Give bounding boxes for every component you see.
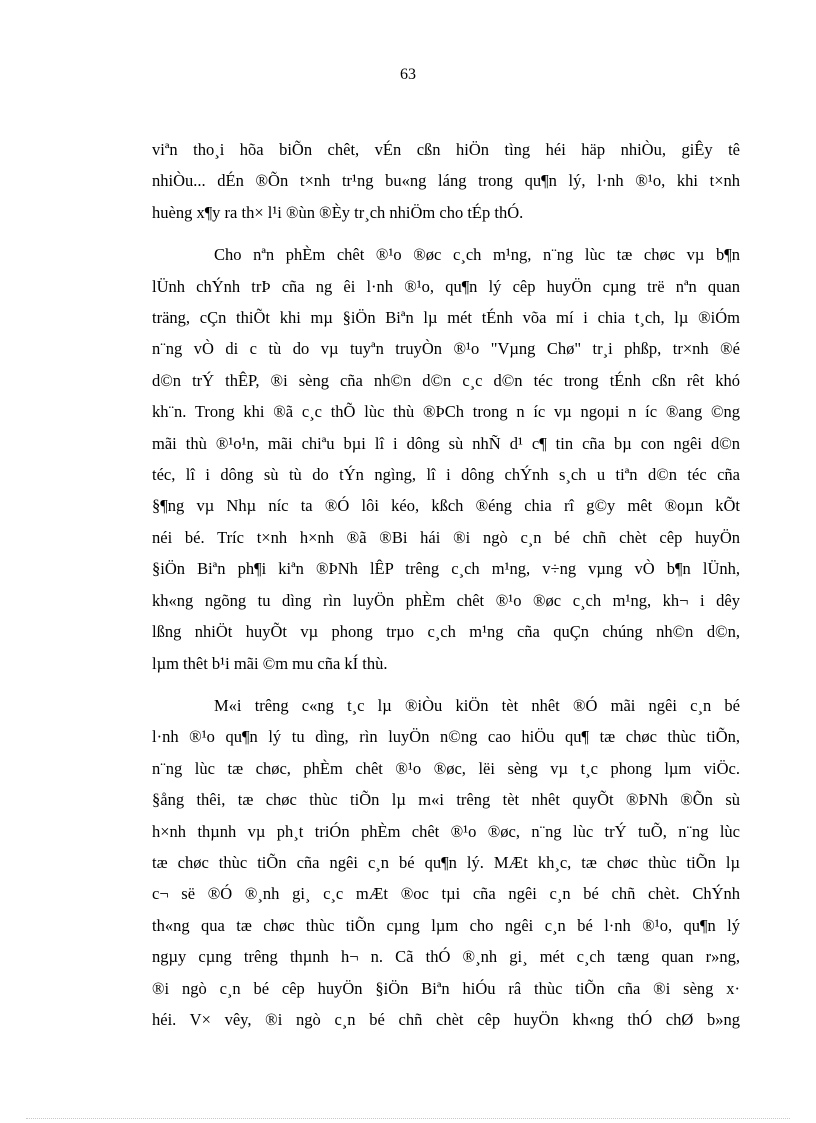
text-line: mãi thù ®¹o¹n, mãi chiªu bµi lî i dông sù nhÑ d¹ c¶ tin cña bµ con ngêi d©n: [152, 433, 740, 453]
text-line: n¨ng lùc tæ chøc, phÈm chêt ®¹o ®øc, lëi sèng vµ t¸c phong lµm viÖc.: [152, 758, 740, 778]
text-line: huèng x¶y ra th× l¹i ®ùn ®Èy tr¸ch nhiÖm cho tÉp thÓ.: [152, 202, 524, 222]
text-line: M«i trêng c«ng t¸c lµ ®iÒu kiÖn tèt nhêt ®Ó mãi ngêi c¸n bé: [214, 695, 740, 715]
paragraph-3: [152, 690, 740, 1035]
text-line: néi bé. Tríc t×nh h×nh ®ã ®Bi hái ®i ngò c¸n bé chñ chèt cêp huyÖn: [152, 527, 740, 547]
text-line: viªn tho¸i hõa biÕn chêt, vÉn cßn hiÖn tìng héi häp nhiÒu, giÊy tê: [152, 140, 740, 159]
text-line: kh¨n. Trong khi ®ã c¸c thÕ lùc thù ®ÞCh trong n íc vµ ngoµi n íc ®ang ©ng: [152, 402, 740, 422]
text-line: kh«ng ngõng tu dìng rìn luyÖn phÈm chêt ®¹o ®øc c¸ch m¹ng, kh¬ i dêy: [152, 590, 740, 610]
page-number: 63: [400, 66, 416, 83]
text-line: ®i ngò c¸n bé cêp huyÖn §iÖn Biªn hiÓu râ thùc tiÕn cña ®i sèng x·: [152, 978, 740, 998]
page-bottom-divider: [26, 1118, 790, 1119]
text-line: lßng nhiÖt huyÕt vµ phong trµo c¸ch m¹ng cña quÇn chúng nh©n d©n,: [152, 622, 740, 642]
text-line: héi. V× vêy, ®i ngò c¸n bé chñ chèt cêp huyÖn kh«ng thÓ chØ b»ng: [152, 1009, 740, 1029]
text-line: tæ chøc thùc tiÕn cña ngêi c¸n bé qu¶n lý. MÆt kh¸c, tæ chøc thùc tiÕn lµ: [152, 852, 740, 872]
text-line: §¶ng vµ Nhµ níc ta ®Ó lôi kéo, kßch ®éng chia rî g©y mêt ®oµn kÕt: [152, 496, 740, 516]
text-line: d©n trÝ thÊP, ®i sèng cña nh©n d©n c¸c d©n téc trong tÉnh cßn rêt khó: [152, 370, 740, 390]
text-line: lµm thêt b¹i mãi ©m mu cña kÍ thù.: [152, 653, 388, 673]
paragraph-2: [152, 239, 740, 679]
body-text: [152, 134, 740, 1046]
text-line: h×nh thµnh vµ ph¸t triÓn phÈm chêt ®¹o ®øc, n¨ng lùc trÝ tuÕ, n¨ng lùc: [152, 821, 740, 841]
paragraph-1: [152, 134, 740, 228]
text-line: §ång thêi, tæ chøc thùc tiÕn lµ m«i trêng tèt nhêt quyÕt ®ÞNh ®Õn sù: [152, 790, 740, 810]
text-line: téc, lî i dông sù tù do tÝn ngìng, lî i dông chÝnh s¸ch u tiªn d©n téc cña: [152, 465, 740, 485]
text-line: träng, cÇn thiÕt khi mµ §iÖn Biªn lµ mét tÉnh võa mí i chia t¸ch, lµ ®iÓm: [152, 308, 740, 328]
text-line: c¬ së ®Ó ®¸nh gi¸ c¸c mÆt ®oc tµi cña ngêi c¸n bé chñ chèt. ChÝnh: [152, 884, 740, 904]
text-line: lÜnh chÝnh trÞ cña ng êi l·nh ®¹o, qu¶n lý cêp huyÖn cµng trë nªn quan: [152, 276, 740, 296]
text-line: Cho nªn phÈm chêt ®¹o ®øc c¸ch m¹ng, n¨ng lùc tæ chøc vµ b¶n: [214, 245, 740, 265]
text-line: n¨ng vÒ di c tù do vµ tuyªn truyÒn ®¹o "Vµng Chø" tr¸i phßp, tr×nh ®é: [152, 339, 740, 359]
text-line: §iÖn Biªn ph¶i kiªn ®ÞNh lÊP trêng c¸ch m¹ng, v÷ng vµng vÒ b¶n lÜnh,: [152, 559, 740, 579]
text-line: ngµy cµng trêng thµnh h¬ n. Cã thÓ ®¸nh gi¸ mét c¸ch tæng quan r»ng,: [152, 947, 740, 967]
text-line: nhiÒu... dÉn ®Õn t×nh tr¹ng bu«ng láng trong qu¶n lý, l·nh ®¹o, khi t×nh: [152, 171, 740, 191]
text-line: th«ng qua tæ chøc thùc tiÕn cµng lµm cho ngêi c¸n bé l·nh ®¹o, qu¶n lý: [152, 915, 740, 935]
text-line: l·nh ®¹o qu¶n lý tu dìng, rìn luyÖn n©ng cao hiÖu qu¶ tæ chøc thùc tiÕn,: [152, 727, 740, 747]
